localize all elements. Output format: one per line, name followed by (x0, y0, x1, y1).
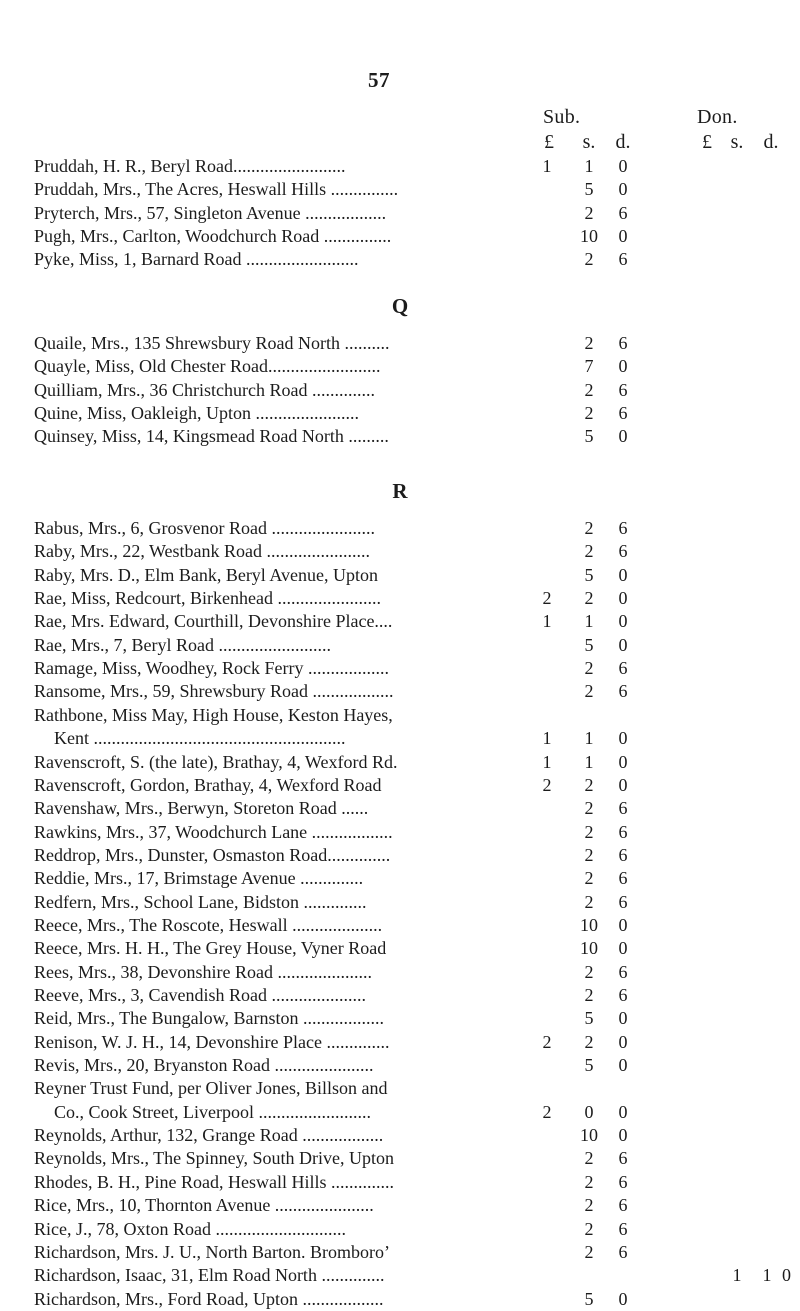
subscription-amount: 0 (618, 774, 628, 795)
subscriber-name: Rathbone, Miss May, High House, Keston Hayes, (34, 704, 393, 725)
list-item (0, 1241, 800, 1264)
subscription-amount: 10 (580, 1125, 598, 1146)
subscription-amount: 6 (618, 1195, 628, 1216)
subscription-amount: 0 (618, 179, 628, 200)
subscription-amount: 0 (618, 156, 628, 176)
list-item (0, 1194, 800, 1217)
subscription-amount: 2 (584, 1031, 594, 1052)
don-column-heading: Don. (697, 106, 738, 128)
donation-amount: 1 (762, 1265, 772, 1286)
subscriber-name: Pruddah, Mrs., The Acres, Heswall Hills ............... (34, 179, 399, 200)
list-item (0, 797, 800, 820)
list-item (0, 517, 800, 540)
subscription-amount: 5 (584, 634, 594, 655)
subscription-amount: 0 (618, 1125, 628, 1146)
subscriber-name: Ramage, Miss, Woodhey, Rock Ferry .................. (34, 658, 390, 679)
subscriber-name: Quayle, Miss, Old Chester Road......................... (34, 356, 381, 377)
subscription-amount: 1 (584, 728, 594, 749)
subscription-amount: 2 (584, 1241, 594, 1262)
list-item (0, 1264, 800, 1287)
list-item (0, 961, 800, 984)
subscription-amount: 2 (584, 798, 594, 819)
list-item (0, 657, 800, 680)
subscriber-name: Reddrop, Mrs., Dunster, Osmaston Road.............. (34, 844, 391, 865)
subscription-amount: 2 (584, 658, 594, 679)
donation-amount: 0 (782, 1265, 791, 1286)
subscriber-name: Rae, Miss, Redcourt, Birkenhead ....................... (34, 588, 381, 609)
subscriber-name: Richardson, Mrs. J. U., North Barton. Bromboro’ (34, 1241, 390, 1262)
list-item (0, 984, 800, 1007)
subscriber-name: Raby, Mrs., 22, Westbank Road ....................... (34, 541, 371, 562)
subscription-amount: 2 (542, 588, 552, 609)
list-item (0, 540, 800, 563)
subscriber-name: Pruddah, H. R., Beryl Road......................... (34, 156, 346, 176)
subscription-amount: 6 (618, 541, 628, 562)
subscription-amount: 2 (584, 333, 594, 353)
sub-pounds-heading: £ (544, 131, 554, 153)
subscriber-name: Reid, Mrs., The Bungalow, Barnston .................. (34, 1008, 384, 1029)
subscription-amount: 5 (584, 179, 594, 200)
subscriber-name: Reddie, Mrs., 17, Brimstage Avenue .............. (34, 868, 364, 889)
list-item (0, 402, 800, 425)
list-item (0, 1101, 800, 1124)
subscription-amount: 2 (584, 379, 594, 400)
subscriber-name: Kent ........................................................ (54, 728, 346, 749)
list-item (0, 867, 800, 890)
subscription-amount: 6 (618, 379, 628, 400)
subscriber-name: Ravenshaw, Mrs., Berwyn, Storeton Road ...... (34, 798, 369, 819)
subscription-amount: 6 (618, 891, 628, 912)
subscription-amount: 6 (618, 868, 628, 889)
subscription-amount: 1 (542, 728, 552, 749)
subscriber-name: Rice, J., 78, Oxton Road ............................. (34, 1218, 346, 1239)
list-item (0, 1124, 800, 1147)
subscriber-name: Reyner Trust Fund, per Oliver Jones, Billson and (34, 1078, 388, 1099)
subscription-amount: 2 (584, 774, 594, 795)
subscriber-name: Raby, Mrs. D., Elm Bank, Beryl Avenue, Upton (34, 564, 378, 585)
subscription-amount: 0 (618, 728, 628, 749)
subscription-amount: 7 (584, 356, 594, 377)
list-item (0, 332, 800, 355)
subscription-amount: 2 (584, 541, 594, 562)
list-item (0, 248, 800, 271)
subscription-amount: 6 (618, 844, 628, 865)
subscription-amount: 10 (580, 914, 598, 935)
subscriber-name: Renison, W. J. H., 14, Devonshire Place .............. (34, 1031, 390, 1052)
subscription-amount: 6 (618, 1241, 628, 1262)
list-item (0, 225, 800, 248)
subscriber-name: Pryterch, Mrs., 57, Singleton Avenue .................. (34, 202, 387, 223)
list-item (0, 634, 800, 657)
subscription-amount: 6 (618, 249, 628, 270)
subscriber-name: Rice, Mrs., 10, Thornton Avenue ...................... (34, 1195, 374, 1216)
list-item (0, 727, 800, 750)
subscription-amount: 6 (618, 658, 628, 679)
subscriber-name: Richardson, Isaac, 31, Elm Road North .............. (34, 1265, 385, 1286)
subscriber-name: Ransome, Mrs., 59, Shrewsbury Road .................. (34, 681, 394, 702)
list-item (0, 937, 800, 960)
subscription-amount: 2 (584, 844, 594, 865)
subscription-amount: 6 (618, 1218, 628, 1239)
list-item (0, 1031, 800, 1054)
subscriber-name: Reeve, Mrs., 3, Cavendish Road ..................... (34, 985, 366, 1005)
subscriber-name: Quilliam, Mrs., 36 Christchurch Road .............. (34, 379, 375, 400)
sub-pence-heading: d. (615, 131, 631, 153)
subscription-amount: 0 (618, 426, 628, 447)
list-item (0, 751, 800, 774)
subscription-amount: 0 (584, 1101, 594, 1122)
subscriber-name: Rabus, Mrs., 6, Grosvenor Road ....................... (34, 518, 375, 538)
subscriber-name: Redfern, Mrs., School Lane, Bidston .............. (34, 891, 367, 912)
subscription-amount: 0 (618, 356, 628, 377)
list-item (0, 704, 800, 727)
subscription-amount: 5 (584, 564, 594, 585)
subscriber-name: Rae, Mrs. Edward, Courthill, Devonshire Place.... (34, 611, 393, 632)
list-item (0, 1077, 800, 1100)
donation-amount: 1 (732, 1265, 742, 1286)
page-number: 57 (368, 68, 390, 92)
subscription-amount: 1 (584, 156, 594, 176)
subscription-amount: 5 (584, 1288, 594, 1309)
list-item (0, 1218, 800, 1241)
subscription-amount: 0 (618, 1101, 628, 1122)
list-item (0, 425, 800, 448)
subscription-amount: 0 (618, 611, 628, 632)
subscription-amount: 2 (584, 961, 594, 982)
subscription-amount: 6 (618, 1148, 628, 1169)
subscription-amount: 6 (618, 518, 628, 538)
sub-shillings-heading: s. (582, 131, 596, 153)
subscriber-name: Pugh, Mrs., Carlton, Woodchurch Road ............... (34, 226, 392, 247)
subscription-amount: 0 (618, 1031, 628, 1052)
subscription-amount: 1 (542, 156, 552, 176)
subscription-amount: 2 (584, 985, 594, 1005)
subscriber-name: Rhodes, B. H., Pine Road, Heswall Hills .............. (34, 1171, 394, 1192)
subscription-amount: 0 (618, 226, 628, 247)
subscription-amount: 0 (618, 938, 628, 959)
subscription-amount: 0 (618, 1008, 628, 1029)
list-item (0, 355, 800, 378)
list-item (0, 1147, 800, 1170)
subscription-amount: 0 (618, 1055, 628, 1076)
subscriber-name: Reynolds, Mrs., The Spinney, South Drive, Upton (34, 1148, 394, 1169)
subscriber-name: Co., Cook Street, Liverpool ......................... (54, 1101, 371, 1122)
subscription-amount: 2 (584, 403, 594, 424)
subscription-amount: 10 (580, 938, 598, 959)
subscriber-name: Quaile, Mrs., 135 Shrewsbury Road North .......... (34, 333, 390, 353)
list-item (0, 1288, 800, 1311)
subscriber-name: Quine, Miss, Oakleigh, Upton ....................... (34, 403, 359, 424)
subscription-amount: 2 (542, 1031, 552, 1052)
subscription-amount: 2 (584, 821, 594, 842)
list-item (0, 1171, 800, 1194)
list-item (0, 564, 800, 587)
subscription-amount: 2 (542, 774, 552, 795)
subscriber-name: Rawkins, Mrs., 37, Woodchurch Lane .................. (34, 821, 393, 842)
subscription-amount: 2 (584, 1195, 594, 1216)
subscriber-name: Reynolds, Arthur, 132, Grange Road .................. (34, 1125, 384, 1146)
subscription-amount: 2 (584, 249, 594, 270)
list-item (0, 891, 800, 914)
list-item (0, 680, 800, 703)
subscription-amount: 6 (618, 1171, 628, 1192)
subscription-amount: 6 (618, 821, 628, 842)
list-item (0, 1054, 800, 1077)
subscription-amount: 2 (584, 518, 594, 538)
subscriber-name: Rae, Mrs., 7, Beryl Road ......................... (34, 634, 331, 655)
subscription-amount: 6 (618, 333, 628, 353)
subscription-amount: 0 (618, 634, 628, 655)
subscription-amount: 2 (584, 1218, 594, 1239)
subscription-amount: 6 (618, 202, 628, 223)
subscription-amount: 2 (584, 868, 594, 889)
subscriber-name: Richardson, Mrs., Ford Road, Upton .................. (34, 1288, 384, 1309)
subscription-amount: 6 (618, 985, 628, 1005)
list-item (0, 914, 800, 937)
subscriber-name: Reece, Mrs. H. H., The Grey House, Vyner Road (34, 938, 387, 959)
subscription-amount: 0 (618, 588, 628, 609)
subscription-amount: 2 (584, 681, 594, 702)
list-item (0, 821, 800, 844)
subscription-amount: 1 (542, 751, 552, 772)
list-item (0, 178, 800, 201)
subscription-amount: 2 (584, 588, 594, 609)
subscription-amount: 2 (542, 1101, 552, 1122)
don-shillings-heading: s. (730, 131, 744, 153)
subscription-amount: 6 (618, 681, 628, 702)
subscription-amount: 6 (618, 961, 628, 982)
subscription-amount: 1 (584, 751, 594, 772)
subscription-amount: 2 (584, 202, 594, 223)
list-item (0, 774, 800, 797)
subscriber-name: Quinsey, Miss, 14, Kingsmead Road North ......... (34, 426, 389, 447)
subscriber-name: Ravenscroft, S. (the late), Brathay, 4, Wexford Rd. (34, 751, 398, 772)
subscription-amount: 2 (584, 1148, 594, 1169)
subscription-amount: 6 (618, 798, 628, 819)
subscription-amount: 1 (584, 611, 594, 632)
list-item (0, 379, 800, 402)
subscription-amount: 0 (618, 564, 628, 585)
subscriber-name: Ravenscroft, Gordon, Brathay, 4, Wexford Road (34, 774, 382, 795)
list-item (0, 202, 800, 225)
list-item (0, 844, 800, 867)
subscription-amount: 2 (584, 1171, 594, 1192)
list-item (0, 155, 800, 178)
section-heading: Q (391, 294, 409, 318)
subscription-amount: 5 (584, 426, 594, 447)
list-item (0, 587, 800, 610)
subscription-amount: 2 (584, 891, 594, 912)
section-heading: R (392, 479, 408, 503)
list-item (0, 610, 800, 633)
subscription-amount: 1 (542, 611, 552, 632)
subscriber-name: Reece, Mrs., The Roscote, Heswall .................... (34, 914, 383, 935)
subscription-amount: 0 (618, 751, 628, 772)
subscription-amount: 0 (618, 914, 628, 935)
subscription-amount: 5 (584, 1055, 594, 1076)
don-pence-heading: d. (763, 131, 779, 153)
subscriber-name: Revis, Mrs., 20, Bryanston Road ...................... (34, 1055, 374, 1076)
subscriber-name: Rees, Mrs., 38, Devonshire Road ..................... (34, 961, 372, 982)
subscription-amount: 6 (618, 403, 628, 424)
subscription-amount: 0 (618, 1288, 628, 1309)
list-item (0, 1007, 800, 1030)
subscription-amount: 10 (580, 226, 598, 247)
subscription-amount: 5 (584, 1008, 594, 1029)
sub-column-heading: Sub. (543, 106, 581, 128)
don-pounds-heading: £ (702, 131, 712, 153)
subscriber-name: Pyke, Miss, 1, Barnard Road ......................... (34, 249, 359, 270)
